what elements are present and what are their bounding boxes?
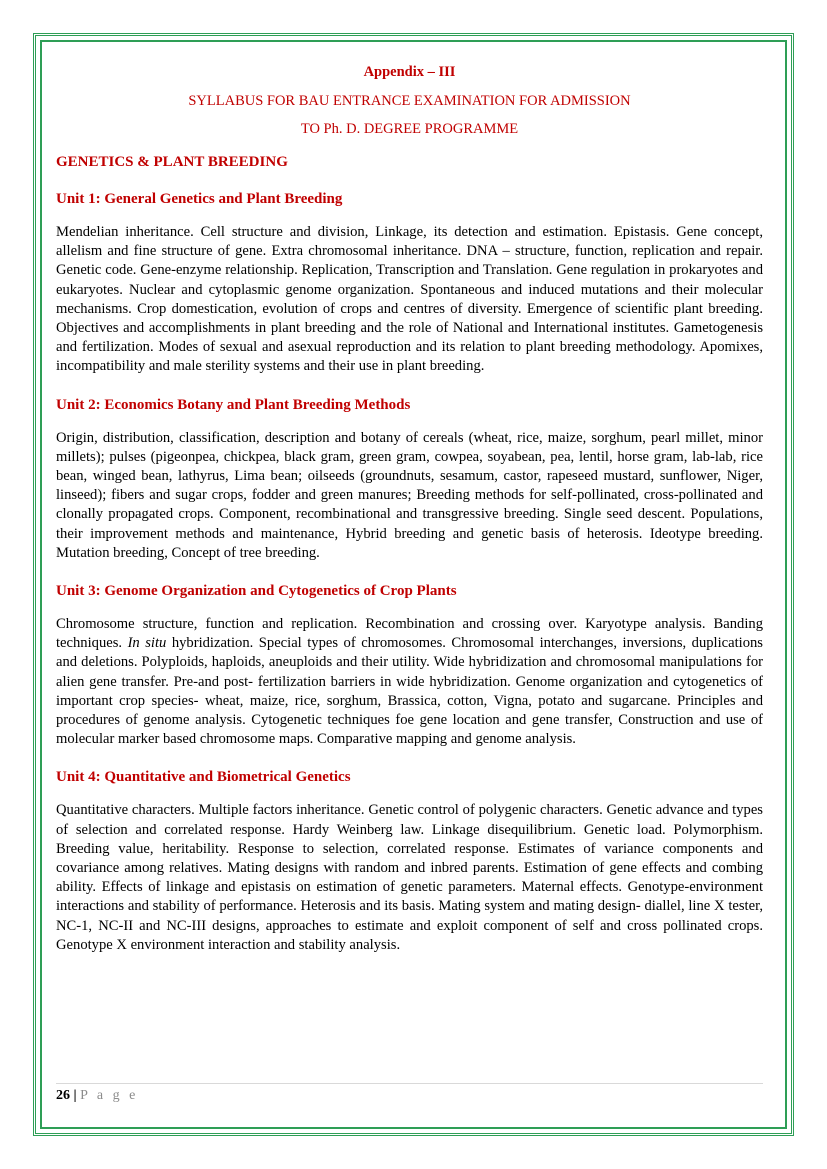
unit-3-body-part-2: hybridization. Special types of chromosomes. Chromosomal interchanges, inversions, duplications and deletions. Polyploids, haploids, aneuploids and their utility. Wide hybridization and chromosomal manipulations for alien gene transfer. Pre-and post- fertilization barriers in wide hybridization. Genome organization and cytogenetics of important crop species- wheat, maize, rice, sorghum, Brassica, cotton, Vigna, potato and sugarcane. Principles and procedures of genome analysis. Cytogenetic techniques foe gene location and gene transfer, Construction and use of molecular marker based chromosome maps. Comparative mapping and genome analysis. <box>56 635 763 748</box>
page-label: P a g e <box>80 1088 139 1103</box>
section-title: GENETICS & PLANT BREEDING <box>56 154 288 170</box>
unit-3-title: Unit 3: Genome Organization and Cytogenetics of Crop Plants <box>56 583 457 600</box>
unit-3-body <box>56 615 763 749</box>
page-footer <box>56 1083 763 1104</box>
syllabus-title-line-2: TO Ph. D. DEGREE PROGRAMME <box>300 121 519 137</box>
unit-4-title: Unit 4: Quantitative and Biometrical Genetics <box>56 769 351 786</box>
document-content <box>56 60 763 955</box>
syllabus-title-line-1: SYLLABUS FOR BAU ENTRANCE EXAMINATION FOR ADMISSION <box>188 93 631 109</box>
unit-4-body: Quantitative characters. Multiple factors inheritance. Genetic control of polygenic characters. Genetic advance and types of selection and correlated response. Hardy Weinberg law. Linkage disequilibrium. Genetic load. Polymorphism. Breeding value, heritability. Response to selection, correlated response. Estimates of variance components and covariance among relatives. Mating designs with random and inbred parents. Estimation of gene effects and combing ability. Effects of linkage and epistasis on estimation of genetic parameters. Maternal effects. Genotype-environment interactions and stability of performance. Heterosis and its basis. Mating system and mating design- diallel, line X tester, NC-1, NC-II and NC-III designs, approaches to estimate and exploit component of self and cross pollinated crops. Genotype X environment interaction and stability analysis. <box>56 802 763 953</box>
page-number: 26 <box>56 1088 70 1103</box>
appendix-heading: Appendix – III <box>363 64 456 80</box>
unit-3-body-italic: In situ <box>127 635 167 652</box>
unit-1-body: Mendelian inheritance. Cell structure and division, Linkage, its detection and estimation. Epistasis. Gene concept, allelism and fine structure of gene. Extra chromosomal inheritance. DNA – structure, function, replication and repair. Genetic code. Gene-enzyme relationship. Replication, Transcription and Translation. Gene regulation in prokaryotes and eukaryotes. Nuclear and cytoplasmic genome organization. Spontaneous and induced mutations and their molecular mechanisms. Crop domestication, evolution of crops and centres of diversity. Emergence of scientific plant breeding. Objectives and accomplishments in plant breeding and the role of National and International institutes. Gametogenesis and fertilization. Modes of sexual and asexual reproduction and its relation to plant breeding methodology. Apomixes, incompatibility and male sterility systems and their use in plant breeding. <box>56 224 763 375</box>
unit-3-body-part-1: Chromosome structure, function and replication. Recombination and crossing over. Karyotype analysis. Banding techniques. <box>56 616 763 652</box>
unit-1-title: Unit 1: General Genetics and Plant Breeding <box>56 191 343 207</box>
unit-2-body: Origin, distribution, classification, description and botany of cereals (wheat, rice, maize, sorghum, pearl millet, minor millets); pulses (pigeonpea, chickpea, black gram, green gram, cowpea, soyabean, pea, lentil, horse gram, lab-lab, rice bean, winged bean, lathyrus, Lima bean; oilseeds (groundnuts, sesamum, castor, rapeseed mustard, sunflower, Niger, linseed); fibers and sugar crops, fodder and green manures; Breeding methods for self-pollinated, cross-pollinated and clonally propagated crops. Component, recombinational and transgressive breeding. Single seed descent. Populations, their improvement methods and maintenance, Hybrid breeding and genetic basis of heterosis. Ideotype breeding. Mutation breeding, Concept of tree breeding. <box>56 429 763 561</box>
page-separator: | <box>73 1088 77 1103</box>
unit-2-title: Unit 2: Economics Botany and Plant Breeding Methods <box>56 396 411 413</box>
